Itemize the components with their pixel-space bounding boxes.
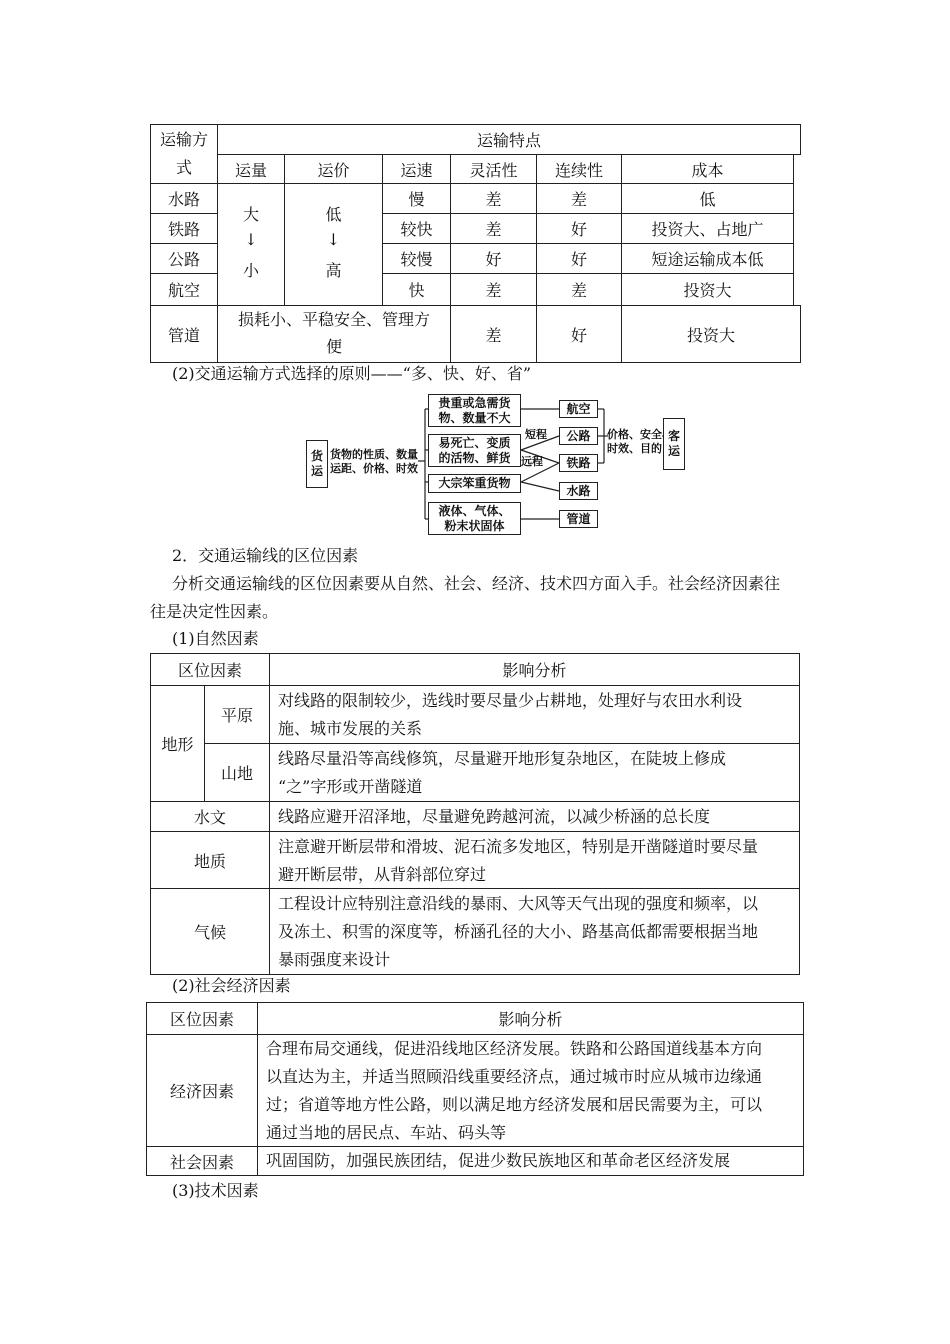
goods-fluid-line1: 液体、气体、: [438, 503, 511, 518]
t2-hydro-analysis-text: 线路应避开沼泽地，尽量避免跨越河流，以减少桥涵的总长度: [278, 806, 711, 826]
t3-econ-analysis-line4: 通过当地的居民点、车站、码头等: [266, 1123, 507, 1142]
header-transport-mode-line1: 运输方: [159, 130, 208, 149]
header-cost-label: 成本: [691, 160, 724, 180]
t2-terrain-label: 地形: [161, 735, 194, 754]
price-arrow-icon: ↓: [326, 230, 341, 249]
mode-air: [559, 400, 598, 418]
header-cost: [621, 154, 794, 184]
header-transport-mode-line2: 式: [175, 158, 192, 177]
row-mode-air-label: 航空: [167, 281, 200, 300]
cell-flex-road: [450, 243, 537, 274]
cell-flex-air: [450, 273, 537, 306]
cell-cost-air: [621, 273, 794, 306]
header-volume-label: 运量: [234, 160, 267, 180]
cell-speed-rail: [382, 213, 451, 244]
header-price: [284, 154, 383, 184]
t2-climate-analysis-line2: 及冻土、积雪的深度等，桥涵孔径的大小、路基高低都需要根据当地: [278, 922, 759, 941]
passenger-box: [663, 418, 685, 470]
header-transport-features-label: 运输特点: [476, 131, 541, 150]
passenger-factors-line2: 时效、目的: [607, 442, 662, 455]
mode-pipeline-label: 管道: [566, 511, 591, 526]
t2-mountain-analysis-line1: 线路尽量沿等高线修筑，尽量避开地形复杂地区，在陡坡上修成: [278, 749, 727, 768]
price-gradient: [284, 183, 383, 306]
header-speed: [382, 154, 451, 184]
t3-econ-analysis-line1: 合理布局交通线，促进沿线地区经济发展。铁路和公路国道线基本方向: [266, 1039, 763, 1058]
cell-cont-water: [536, 183, 622, 214]
cargo-label-2: 运: [310, 464, 323, 478]
header-transport-mode: [150, 124, 218, 184]
cell-cont-air-text: 差: [570, 281, 587, 300]
long-distance-label: 远程: [521, 455, 543, 468]
cell-speed-air-text: 快: [408, 281, 425, 300]
t2-mountain: [204, 743, 270, 802]
row-mode-water: [150, 183, 218, 214]
t2-plain-label: 平原: [220, 706, 253, 725]
t2-geology: [150, 831, 270, 889]
cell-pipeline-desc: [217, 305, 451, 363]
t2-hydro: [150, 801, 270, 832]
t2-header-analysis: [269, 653, 800, 686]
mode-water-label: 水路: [566, 483, 591, 498]
cell-speed-water: [382, 183, 451, 214]
volume-top: 大: [242, 205, 259, 224]
t3-econ-analysis-line3: 过；省道等地方性公路，则以满足地方经济发展和居民需要为主，可以: [266, 1095, 763, 1114]
row-mode-rail: [150, 213, 218, 244]
header-volume: [217, 154, 285, 184]
t2-plain-analysis-line2: 施、城市发展的关系: [278, 719, 423, 738]
mode-pipeline: [559, 510, 598, 528]
cargo-label-1: 货: [310, 449, 323, 463]
goods-bulk-line1: 大宗笨重货物: [438, 476, 511, 490]
t3-header-analysis: [257, 1002, 804, 1035]
t3-econ-analysis-line2: 以直达为主，并适当照顾沿线重要经济点，通过城市时应从城市边缘通: [266, 1067, 763, 1086]
t2-plain: [204, 685, 270, 744]
cell-cont-road: [536, 243, 622, 274]
cell-cont-rail: [536, 213, 622, 244]
cell-flex-rail-text: 差: [485, 220, 502, 239]
cell-flex-road-text: 好: [485, 250, 502, 269]
pipeline-desc-line2: 便: [325, 337, 342, 356]
mode-air-label: 航空: [566, 401, 591, 416]
volume-gradient: [217, 183, 285, 306]
t3-econ-analysis: [257, 1034, 804, 1147]
t2-plain-analysis: [269, 685, 800, 744]
t2-mountain-analysis: [269, 743, 800, 802]
header-price-label: 运价: [317, 160, 350, 180]
t2-climate: [150, 888, 270, 975]
row-mode-pipeline: [150, 305, 218, 363]
t2-hydro-label: 水文: [193, 808, 226, 827]
t2-climate-analysis-line3: 暴雨强度来设计: [278, 950, 391, 969]
goods-fluid: [428, 502, 521, 535]
t2-header-analysis-label: 影响分析: [502, 661, 567, 680]
t3-header-factor-label: 区位因素: [169, 1010, 234, 1029]
cell-flex-pipeline-text: 差: [485, 325, 502, 345]
cell-flex-pipeline: [450, 305, 537, 363]
section2-para-line1: 分析交通运输线的区位因素要从自然、社会、经济、技术四方面入手。社会经济因素往: [172, 574, 781, 593]
tech-factors-title: (3)技术因素: [172, 1181, 259, 1200]
volume-arrow-icon: ↓: [244, 230, 258, 249]
cell-cont-road-text: 好: [570, 250, 587, 269]
cargo-factors: [330, 448, 420, 476]
t2-geology-analysis: [269, 831, 800, 889]
row-mode-air: [150, 273, 218, 306]
mode-road-label: 公路: [566, 428, 591, 443]
mode-water: [559, 482, 598, 500]
goods-valuable: [428, 394, 521, 427]
cell-speed-rail-text: 较快: [400, 220, 433, 239]
t3-social-analysis-text: 巩固国防，加强民族团结，促进少数民族地区和革命老区经济发展: [266, 1151, 731, 1170]
cell-flex-rail: [450, 213, 537, 244]
goods-bulk: [428, 474, 521, 493]
price-top: 低: [325, 205, 342, 224]
t2-mountain-label: 山地: [220, 764, 253, 783]
goods-valuable-line2: 物、数量不大: [438, 410, 511, 425]
cell-cost-water-text: 低: [699, 190, 716, 209]
cell-cost-road: [621, 243, 794, 274]
t2-climate-analysis: [269, 888, 800, 975]
cell-cost-rail-text: 投资大、占地广: [651, 220, 764, 239]
mode-rail-label: 铁路: [566, 455, 591, 470]
t2-hydro-analysis: [269, 801, 800, 832]
t2-terrain: [150, 685, 205, 802]
passenger-label-2: 运: [667, 444, 680, 458]
cell-cost-water: [621, 183, 794, 214]
t2-plain-analysis-line1: 对线路的限制较少，选线时要尽量少占耕地，处理好与农田水利设: [278, 691, 743, 710]
row-mode-road-label: 公路: [167, 250, 200, 269]
cell-cost-rail: [621, 213, 794, 244]
mode-road: [559, 427, 598, 445]
t3-social: [146, 1146, 258, 1176]
cargo-factors-line2: 运距、价格、时效: [330, 462, 418, 475]
goods-perishable-line1: 易死亡、变质: [438, 435, 511, 450]
natural-factors-title: (1)自然因素: [172, 629, 259, 648]
mode-rail: [559, 454, 598, 472]
t3-econ: [146, 1034, 258, 1147]
cell-speed-road-text: 较慢: [400, 250, 433, 269]
cell-cost-pipeline: [621, 305, 801, 363]
cell-cont-air: [536, 273, 622, 306]
principle-title: (2)交通运输方式选择的原则——“多、快、好、省”: [172, 364, 532, 383]
cell-speed-road: [382, 243, 451, 274]
volume-bottom: 小: [242, 261, 259, 280]
short-distance-label: 短程: [525, 428, 547, 441]
social-factors-title: (2)社会经济因素: [172, 976, 291, 995]
t3-econ-label: 经济因素: [169, 1082, 234, 1101]
passenger-factors: [607, 428, 663, 456]
t3-social-label: 社会因素: [169, 1152, 234, 1172]
section2-title: 2．交通运输线的区位因素: [172, 546, 359, 565]
cell-cont-rail-text: 好: [570, 220, 587, 239]
pipeline-desc-line1: 损耗小、平稳安全、管理方: [237, 310, 430, 329]
passenger-label-1: 客: [667, 429, 680, 443]
t2-geology-analysis-line1: 注意避开断层带和滑坡、泥石流多发地区，特别是开凿隧道时要尽量: [278, 837, 759, 856]
header-continuity-label: 连续性: [554, 160, 603, 180]
cargo-factors-line1: 货物的性质、数量: [330, 448, 418, 461]
t2-climate-analysis-line1: 工程设计应特别注意沿线的暴雨、大风等天气出现的强度和频率，以: [278, 894, 759, 913]
cargo-box: [306, 440, 328, 488]
goods-perishable-line2: 的活物、鲜货: [438, 450, 511, 465]
cell-cost-air-text: 投资大: [683, 281, 732, 300]
price-bottom: 高: [325, 261, 342, 280]
t2-header-factor-label: 区位因素: [177, 661, 242, 680]
cell-cost-road-text: 短途运输成本低: [651, 250, 764, 269]
t3-social-analysis: [257, 1146, 804, 1176]
t2-mountain-analysis-line2: “之”字形或开凿隧道: [278, 777, 423, 796]
t2-geology-label: 地质: [193, 851, 226, 871]
row-mode-road: [150, 243, 218, 274]
header-flexibility: [450, 154, 537, 184]
cell-speed-water-text: 慢: [408, 190, 425, 209]
cell-cost-pipeline-text: 投资大: [686, 325, 735, 345]
t2-geology-analysis-line2: 避开断层带，从背斜部位穿过: [278, 865, 487, 884]
t3-header-factor: [146, 1002, 258, 1035]
row-mode-water-label: 水路: [167, 190, 200, 209]
header-continuity: [536, 154, 622, 184]
t3-header-analysis-label: 影响分析: [498, 1010, 563, 1029]
cell-speed-air: [382, 273, 451, 306]
cell-flex-water: [450, 183, 537, 214]
goods-perishable: [428, 434, 521, 467]
row-mode-rail-label: 铁路: [167, 220, 200, 239]
section2-para-line2: 往是决定性因素。: [150, 602, 279, 621]
t2-climate-label: 气候: [193, 923, 226, 942]
cell-cont-pipeline-text: 好: [570, 325, 587, 345]
header-transport-features: [217, 124, 801, 155]
cell-cont-pipeline: [536, 305, 622, 363]
t2-header-factor: [150, 653, 270, 686]
cell-flex-air-text: 差: [485, 281, 502, 300]
passenger-factors-line1: 价格、安全: [607, 428, 662, 441]
goods-valuable-line1: 贵重或急需货: [438, 395, 511, 410]
cell-cont-water-text: 差: [570, 190, 587, 209]
header-speed-label: 运速: [400, 160, 433, 180]
cell-flex-water-text: 差: [485, 190, 502, 209]
goods-fluid-line2: 粉末状固体: [444, 518, 505, 533]
header-flexibility-label: 灵活性: [469, 160, 518, 180]
row-mode-pipeline-label: 管道: [167, 325, 200, 345]
